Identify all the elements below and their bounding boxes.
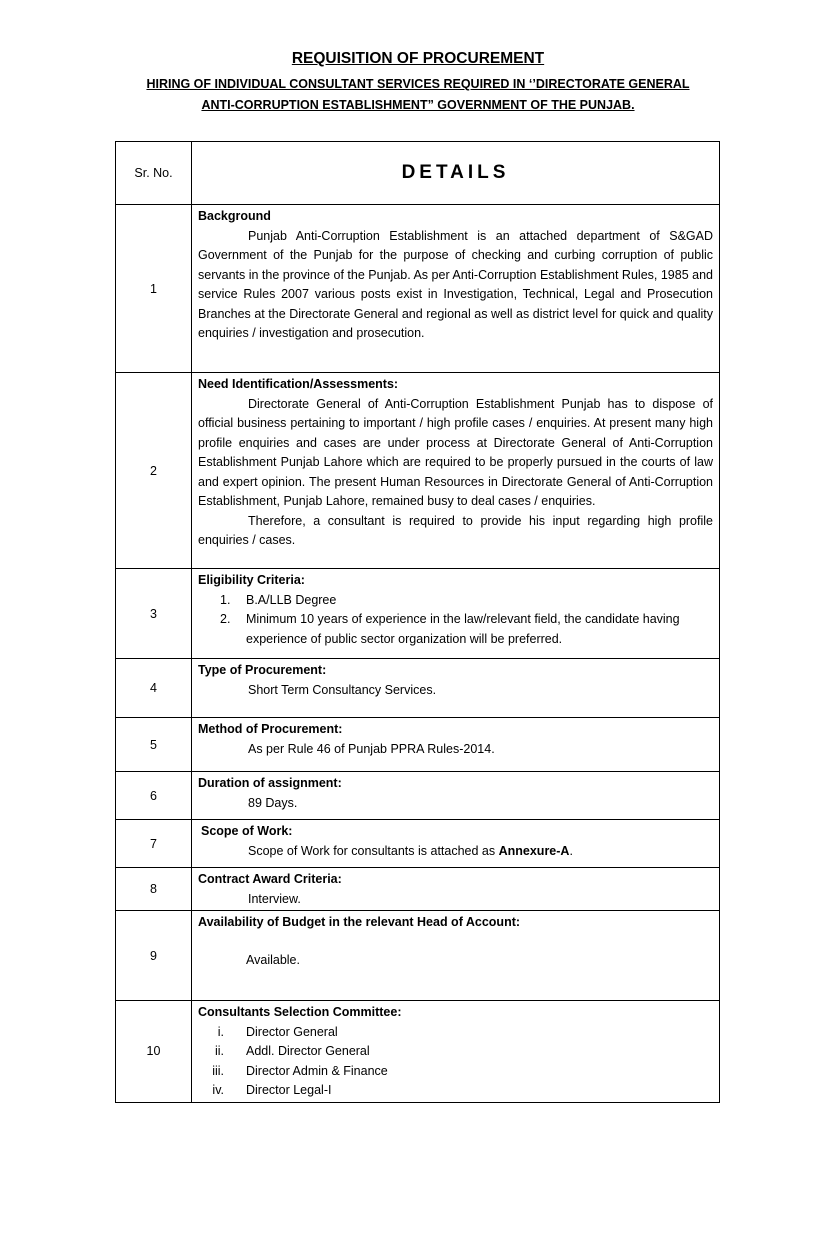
row-number: 3	[116, 569, 192, 659]
table-row	[116, 820, 720, 868]
eligibility-list	[198, 591, 713, 650]
table-row	[116, 1001, 720, 1103]
row-heading: Type of Procurement:	[198, 663, 327, 677]
row-text: Punjab Anti-Corruption Establishment is an attached department of S&GAD Government of the Punjab for the purpose of checking and curbing corruption of public servants in the province of the Punjab. As per Anti-Corruption Establishment Rules, 1985 and service Rules 2007 various posts exist in Investigation, Technical, Legal and Prosecution Branches at the Directorate General and regional as well as district level for quick and quality enquiries / investigation and prosecution.	[198, 228, 713, 340]
committee-list	[198, 1023, 713, 1101]
row-number: 10	[116, 1001, 192, 1103]
list-item: iii. Director Admin & Finance	[212, 1063, 388, 1078]
row-details	[192, 820, 720, 868]
row-heading: Contract Award Criteria:	[198, 872, 342, 886]
row-heading: Duration of assignment:	[198, 776, 342, 790]
row-number: 2	[116, 373, 192, 569]
table-row	[116, 569, 720, 659]
row-details	[192, 1001, 720, 1103]
row-details	[192, 911, 720, 1001]
row-heading: Eligibility Criteria:	[198, 573, 305, 587]
row-number: 6	[116, 772, 192, 820]
row-number: 5	[116, 718, 192, 772]
sr-no-header: Sr. No.	[116, 142, 192, 205]
table-row	[116, 911, 720, 1001]
list-item: 2. Minimum 10 years of experience in the law/relevant field, the candidate having experience of public sector organization will be preferred.	[220, 612, 680, 646]
table-header-row	[116, 142, 720, 205]
row-heading: Method of Procurement:	[198, 722, 343, 736]
row-details	[192, 373, 720, 569]
row-number: 1	[116, 205, 192, 373]
requisition-table	[115, 141, 720, 1103]
list-item: 1. B.A/LLB Degree	[220, 592, 337, 607]
row-text-2: Therefore, a consultant is required to provide his input regarding high profile enquiries / cases.	[198, 513, 713, 547]
table-row	[116, 659, 720, 718]
row-number: 8	[116, 868, 192, 911]
table-row	[116, 205, 720, 373]
table-row	[116, 868, 720, 911]
list-item: iv. Director Legal-I	[212, 1083, 332, 1097]
row-details	[192, 659, 720, 718]
row-heading: Consultants Selection Committee:	[198, 1005, 402, 1019]
row-heading: Background	[198, 209, 271, 223]
row-details	[192, 868, 720, 911]
row-text: Available.	[246, 952, 300, 967]
row-number: 9	[116, 911, 192, 1001]
row-text: As per Rule 46 of Punjab PPRA Rules-2014.	[248, 741, 495, 756]
row-heading: Scope of Work:	[201, 824, 293, 838]
document-subtitle-line1: HIRING OF INDIVIDUAL CONSULTANT SERVICES REQUIRED IN ‘’DIRECTORATE GENERAL	[146, 77, 690, 91]
row-text: Scope of Work for consultants is attached as Annexure-A.	[248, 843, 573, 858]
row-text: Directorate General of Anti-Corruption Establishment Punjab has to dispose of official business pertaining to important / high profile cases / enquiries. At present many high profile enquiries and cases are under process at Directorate General of Anti-Corruption Establishment Punjab Lahore which are required to be properly pursued in the courts of law and expert opinion. The present Human Resources in Directorate General of Anti-Corruption Establishment, Punjab Lahore, remained busy to deal cases / enquiries.	[198, 396, 713, 508]
row-details	[192, 205, 720, 373]
row-heading: Availability of Budget in the relevant Head of Account:	[198, 915, 521, 929]
table-row	[116, 772, 720, 820]
row-number: 7	[116, 820, 192, 868]
list-item: ii. Addl. Director General	[214, 1044, 370, 1058]
row-number: 4	[116, 659, 192, 718]
row-details	[192, 569, 720, 659]
row-text: Interview.	[248, 891, 301, 906]
row-text: Short Term Consultancy Services.	[248, 682, 437, 697]
row-details	[192, 772, 720, 820]
details-header: DETAILS	[192, 142, 720, 205]
list-item: i. Director General	[217, 1024, 338, 1039]
document-subtitle-line2: ANTI-CORRUPTION ESTABLISHMENT” GOVERNMENT OF THE PUNJAB.	[201, 98, 635, 112]
table-row	[116, 373, 720, 569]
document-title: REQUISITION OF PROCUREMENT	[291, 50, 545, 67]
row-details	[192, 718, 720, 772]
row-heading: Need Identification/Assessments:	[198, 377, 399, 391]
row-text: 89 Days.	[248, 795, 298, 810]
annexure-reference: Annexure-A	[498, 843, 570, 858]
table-row	[116, 718, 720, 772]
